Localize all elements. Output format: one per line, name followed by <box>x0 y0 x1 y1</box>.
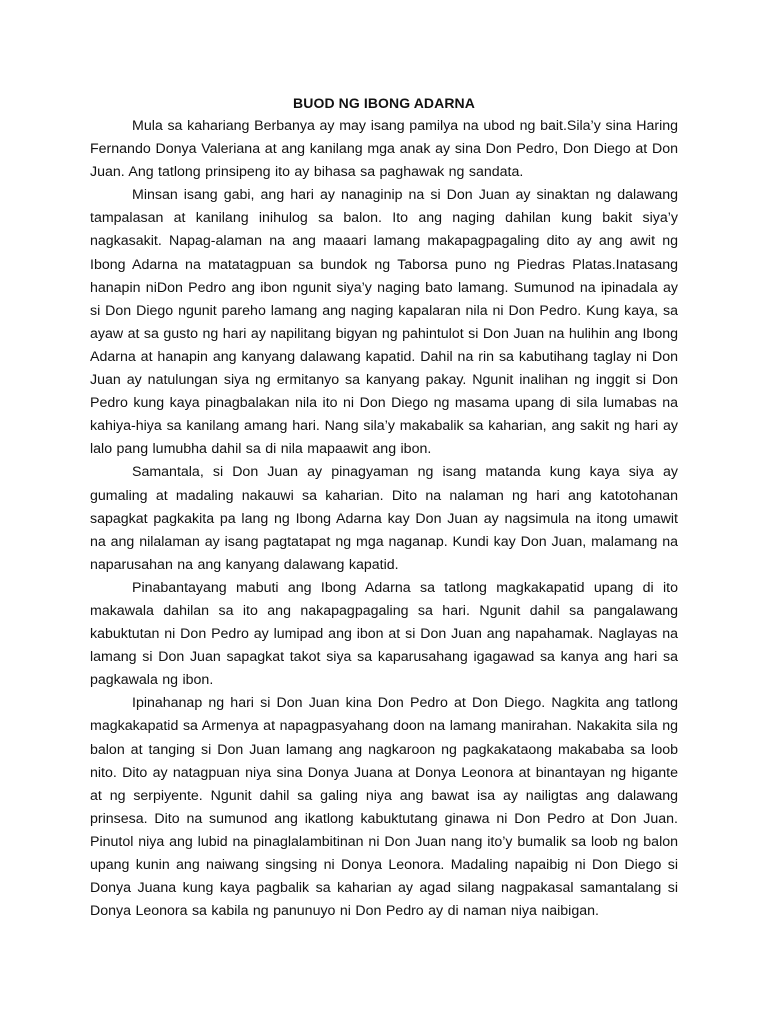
paragraph-4: Pinabantayang mabuti ang Ibong Adarna sa tatlong magkakapatid upang di ito makawala dahilan sa ito ang nakapagpagaling sa hari. Ngunit dahil sa pangalawang kabuktutan ni Don Pedro ay lumipad ang ibon at si Don Juan ang napahamak. Naglayas na lamang si Don Juan sapagkat takot siya sa kaparusahang igagawad sa kanya ang hari sa pagkawala ng ibon. <box>90 579 678 689</box>
document-body <box>90 92 678 923</box>
paragraph-3: Samantala, si Don Juan ay pinagyaman ng isang matanda kung kaya siya ay gumaling at madaling nakauwi sa kaharian. Dito na nalaman ng hari ang katotohanan sapagkat pagkakita pa lang ng Ibong Adarna kay Don Juan ay nagsimula na itong umawit na ang nilalaman ay isang pagtatapat ng mga naganap. Kundi kay Don Juan, malamang na naparusahan na ang kanyang dalawang kapatid. <box>90 464 678 573</box>
paragraph-5: Ipinahanap ng hari si Don Juan kina Don Pedro at Don Diego. Nagkita ang tatlong magkakapatid sa Armenya at napagpasyahang doon na lamang manirahan. Nakakita sila ng balon at tanging si Don Juan lamang ang nagkaroon ng pagkakataong makababa sa loob nito. Dito ay natagpuan niya sina Donya Juana at Donya Leonora at binantayan ng higante at ng serpiyente. Ngunit dahil sa galing niya ang bawat isa ay nailigtas ang dalawang prinsesa. Dito na sumunod ang ikatlong kabuktutang ginawa ni Don Pedro at Don Juan. Pinutol niya ang lubid na pinaglalambitinan ni Don Juan nang ito’y bumalik sa loob ng balon upang kunin ang naiwang singsing ni Donya Leonora. Madaling napaibig ni Don Diego si Donya Juana kung kaya pagbalik sa kaharian ay agad silang nagpakasal samantalang si Donya Leonora sa kabila ng panunuyo ni Don Pedro ay di naman niya naibigan. <box>90 695 678 920</box>
paragraph-2: Minsan isang gabi, ang hari ay nanaginip na si Don Juan ay sinaktan ng dalawang tampalasan at kanilang inihulog sa balon. Ito ang naging dahilan kung bakit siya’y nagkasakit. Napag-alaman na ang maaari lamang makapagpagaling dito ay ang awit ng Ibong Adarna na matatagpuan sa bundok ng Taborsa puno ng Piedras Platas.Inatasang hanapin niDon Pedro ang ibon ngunit siya’y naging bato lamang. Sumunod na ipinadala ay si Don Diego ngunit pareho lamang ang naging kapalaran nila ni Don Pedro. Kung kaya, sa ayaw at sa gusto ng hari ay napilitang bigyan ng pahintulot si Don Juan na hulihin ang Ibong Adarna at hanapin ang kanyang dalawang kapatid. Dahil na rin sa kabutihang taglay ni Don Juan ay natulungan siya ng ermitanyo sa kanyang pakay. Ngunit inalihan ng inggit si Don Pedro kung kaya pinagbalakan nila ito ni Don Diego ng masama upang di sila lumabas na kahiya-hiya sa kanilang amang hari. Nang sila’y makabalik sa kaharian, ang sakit ng hari ay lalo pang lumubha dahil sa di nila mapaawit ang ibon. <box>90 187 678 458</box>
document-title: BUOD NG IBONG ADARNA <box>293 95 475 111</box>
paragraph-1: Mula sa kahariang Berbanya ay may isang pamilya na ubod ng bait.Sila’y sina Haring Fernando Donya Valeriana at ang kanilang mga anak ay sina Don Pedro, Don Diego at Don Juan. Ang tatlong prinsipeng ito ay bihasa sa paghawak ng sandata. <box>90 118 678 181</box>
